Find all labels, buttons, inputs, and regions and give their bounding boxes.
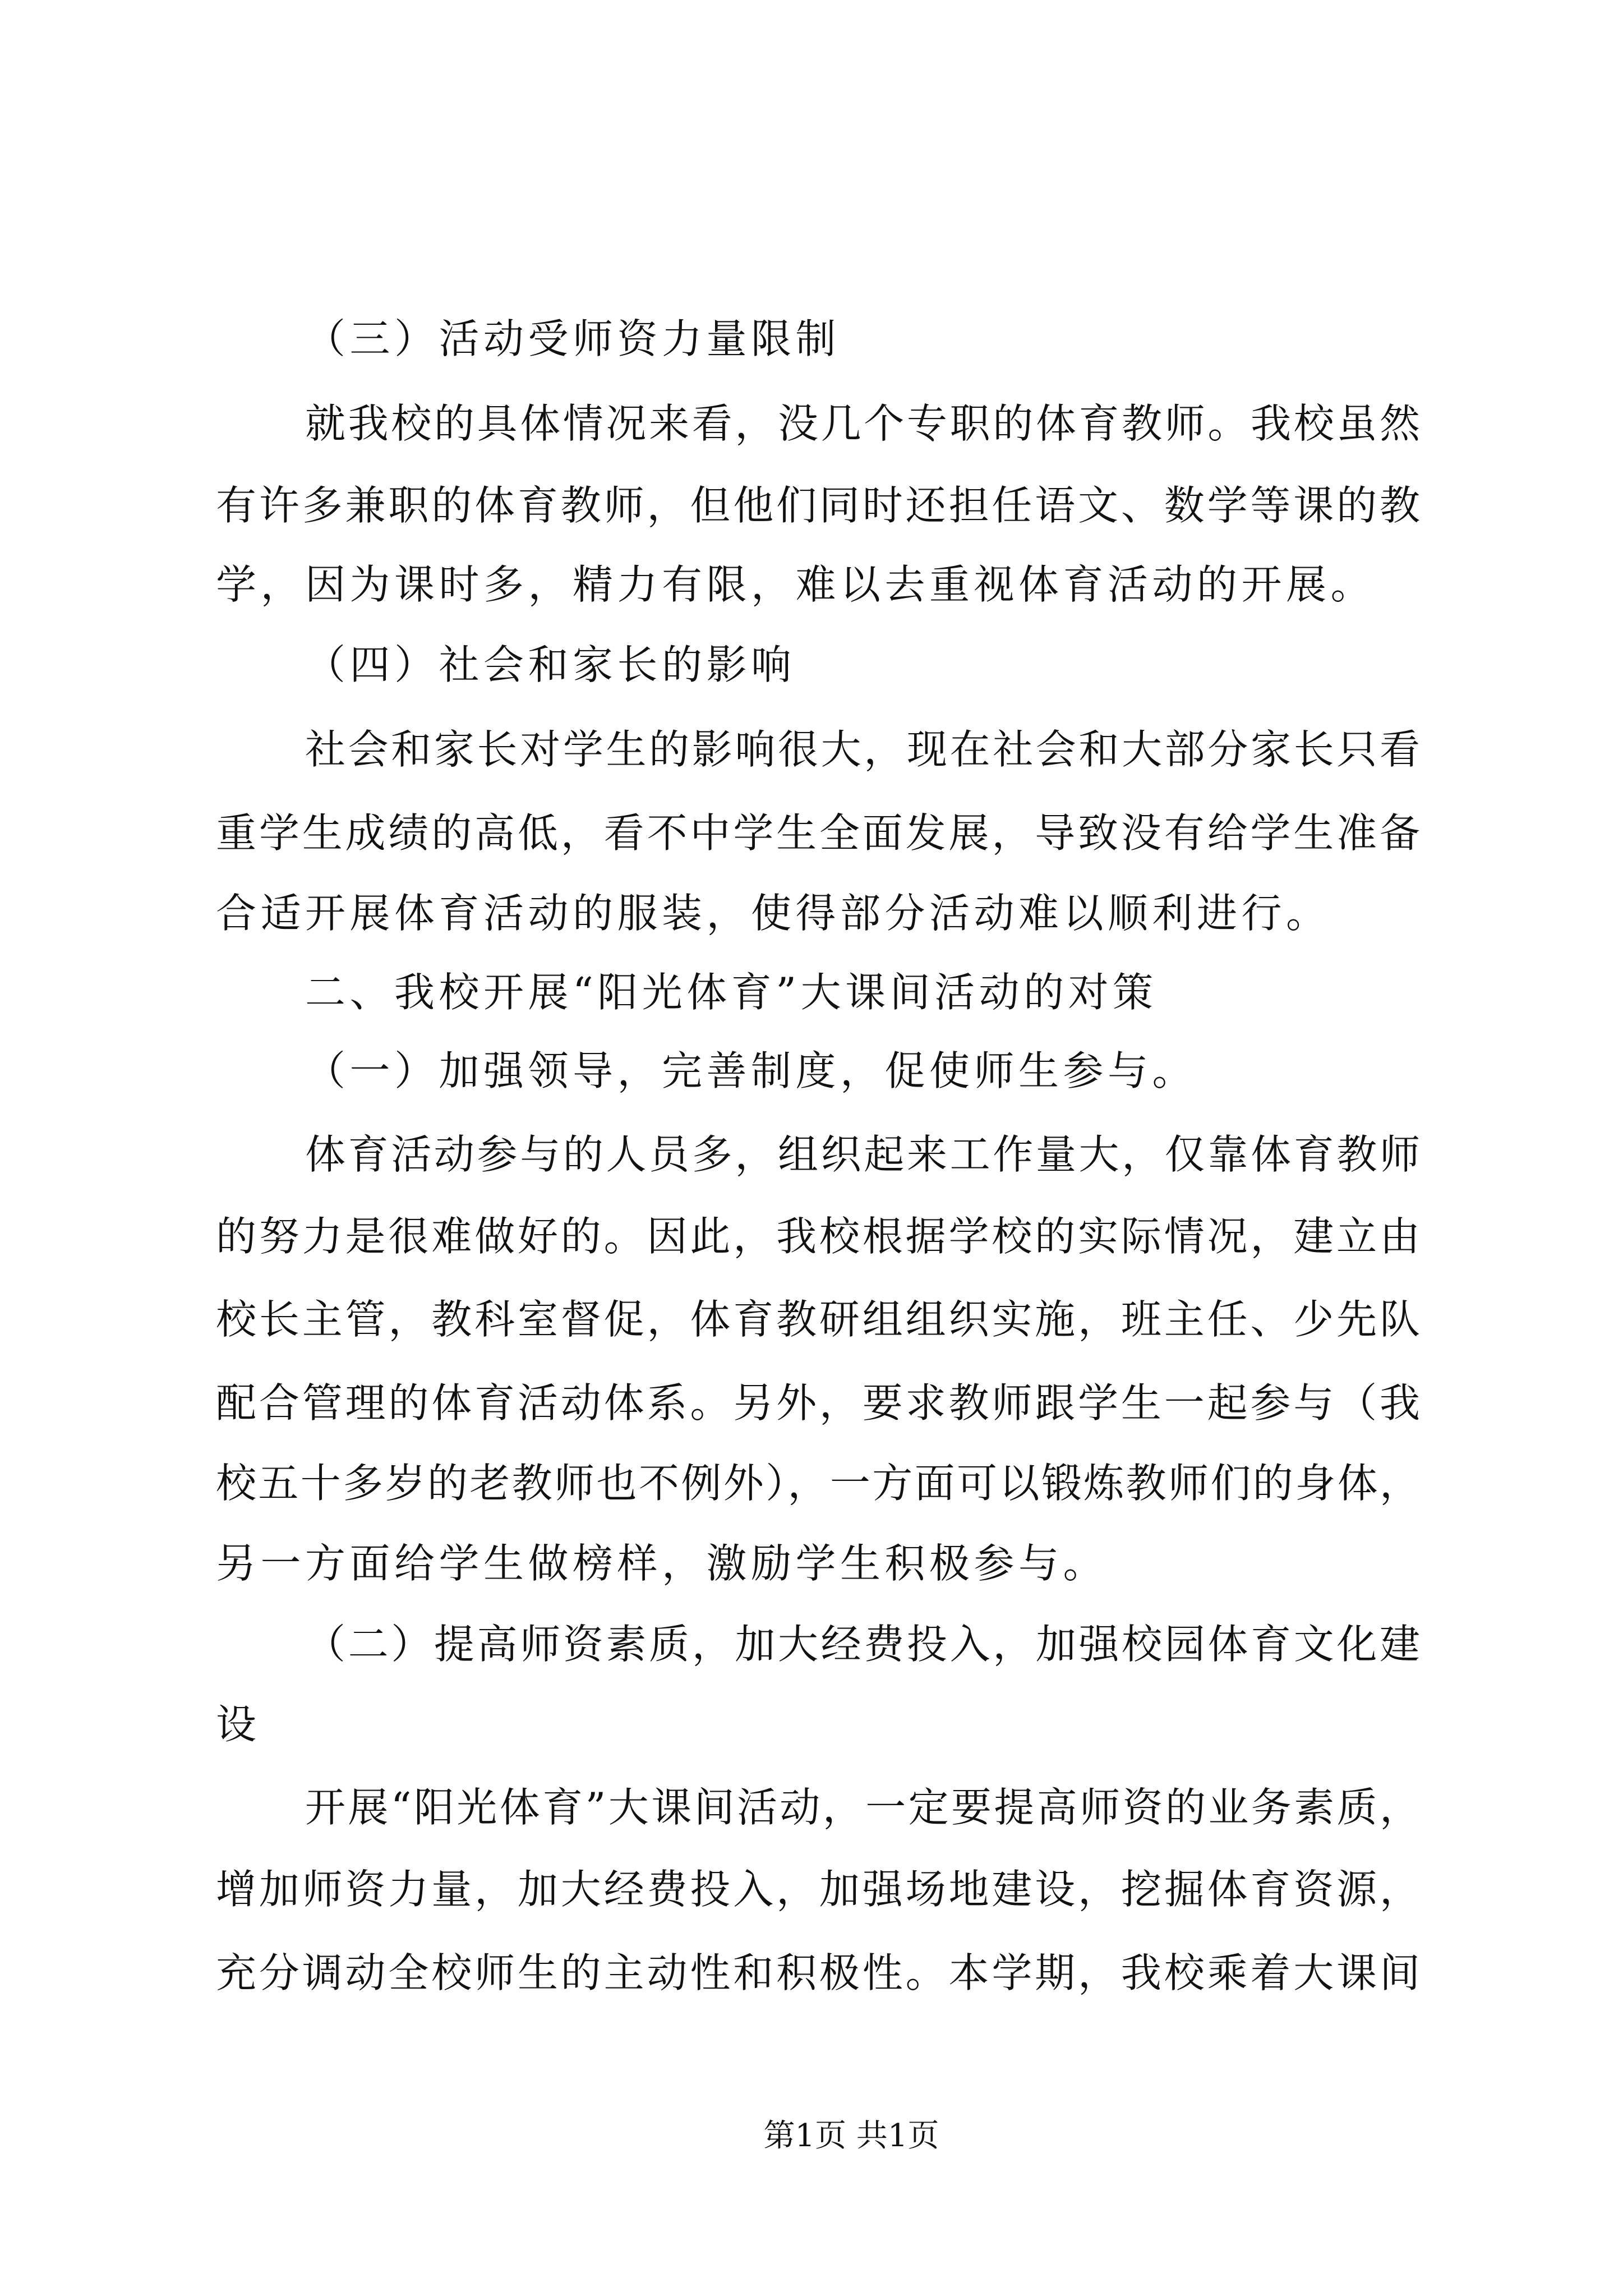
page-number-footer: 第1页 共1页 [763,2118,939,2154]
text-line: （二）提高师资素质，加大经费投入，加强校园体育文化建 [305,1621,1420,1668]
text-line: 就我校的具体情况来看，没几个专职的体育教师。我校虽然 [305,400,1420,447]
text-line: 设 [216,1701,261,1748]
text-line: 校长主管，教科室督促，体育教研组组织实施，班主任、少先队 [216,1296,1420,1343]
text-line: （三）活动受师资力量限制 [305,315,841,362]
text-line: 充分调动全校师生的主动性和积极性。本学期，我校乘着大课间 [216,1949,1420,1996]
text-line: 另一方面给学生做榜样，激励学生积极参与。 [216,1540,1108,1587]
text-line: 的努力是很难做好的。因此，我校根据学校的实际情况，建立由 [216,1213,1420,1260]
text-line: 开展“阳光体育”大课间活动，一定要提高师资的业务素质， [305,1784,1420,1831]
text-line: 合适开展体育活动的服装，使得部分活动难以顺利进行。 [216,890,1331,937]
text-line: 重学生成绩的高低，看不中学生全面发展，导致没有给学生准备 [216,809,1420,857]
text-line: （四）社会和家长的影响 [305,641,796,688]
text-line: 增加师资力量，加大经费投入，加强场地建设，挖掘体育资源， [216,1866,1420,1913]
text-line: 有许多兼职的体育教师，但他们同时还担任语文、数学等课的教 [216,482,1420,529]
text-line: 体育活动参与的人员多，组织起来工作量大，仅靠体育教师 [305,1131,1420,1178]
text-line: 社会和家长对学生的影响很大，现在社会和大部分家长只看 [305,726,1420,773]
text-line: 学，因为课时多，精力有限，难以去重视体育活动的开展。 [216,561,1376,608]
text-line: （一）加强领导，完善制度，促使师生参与。 [305,1047,1197,1094]
text-line: 二、我校开展“阳光体育”大课间活动的对策 [305,969,1158,1016]
text-line: 校五十多岁的老教师也不例外），一方面可以锻炼教师们的身体， [216,1460,1420,1507]
text-line: 配合管理的体育活动体系。另外，要求教师跟学生一起参与（我 [216,1379,1420,1427]
